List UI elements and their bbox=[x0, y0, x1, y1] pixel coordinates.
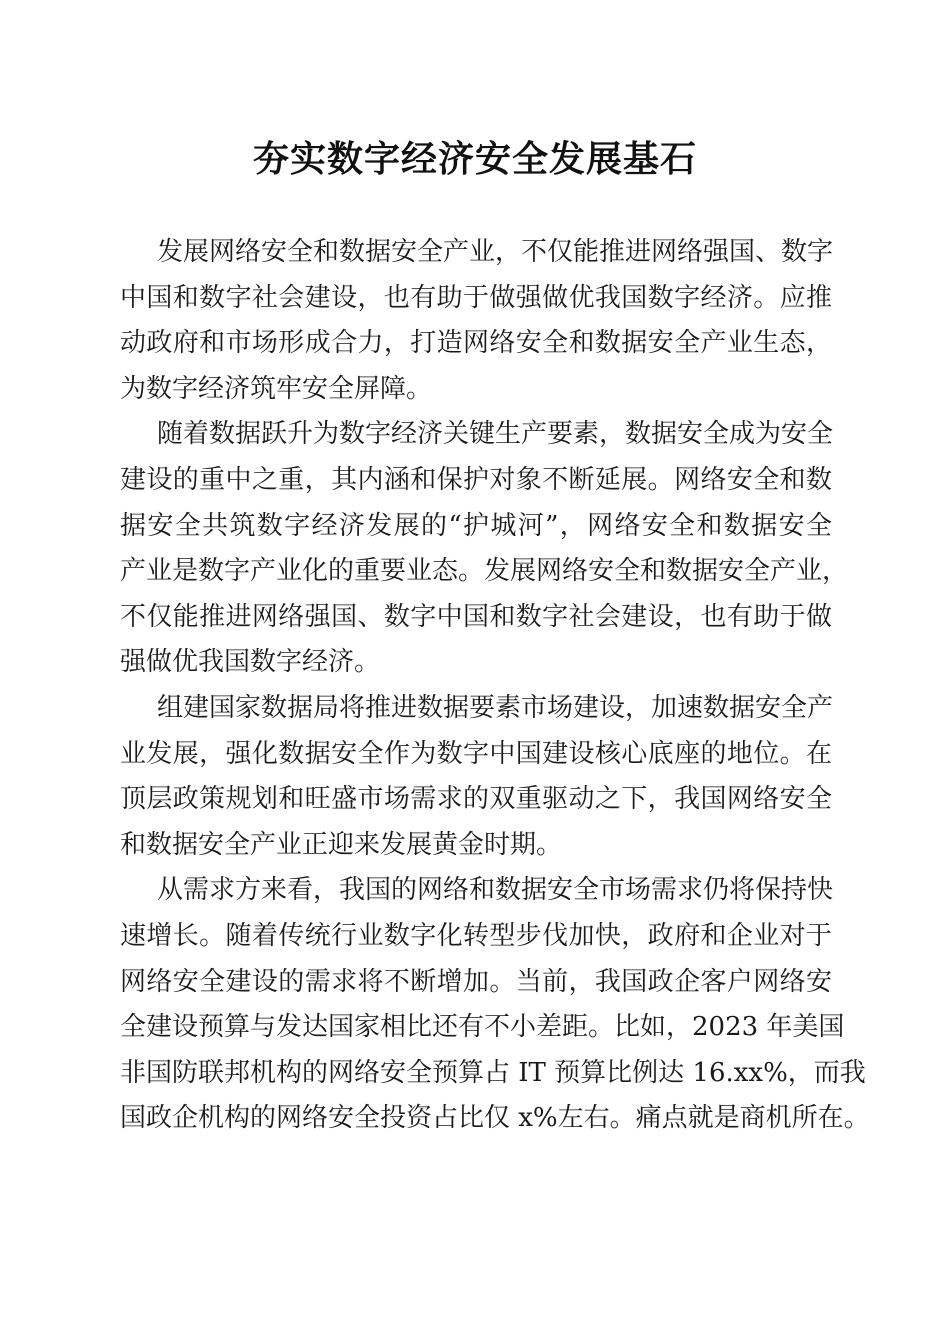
paragraph-line: 不仅能推进网络强国、数字中国和数字社会建设，也有助于做 bbox=[120, 601, 832, 632]
paragraph-3 bbox=[120, 686, 832, 868]
paragraph-line: 建设的重中之重，其内涵和保护对象不断延展。网络安全和数 bbox=[120, 464, 832, 495]
paragraph-line: 强做优我国数字经济。 bbox=[120, 647, 381, 678]
paragraph-2 bbox=[120, 412, 849, 686]
paragraph-line: 国政企机构的网络安全投资占比仅 x%左右。痛点就是商机所在。 bbox=[120, 1103, 870, 1134]
paragraph-line: 和数据安全产业正迎来发展黄金时期。 bbox=[120, 829, 563, 860]
paragraph-line: 组建国家数据局将推进数据要素市场建设，加速数据安全产 bbox=[157, 692, 834, 723]
paragraph-line: 随着数据跃升为数字经济关键生产要素，数据安全成为安全 bbox=[157, 419, 834, 450]
paragraph-line: 动政府和市场形成合力，打造网络安全和数据安全产业生态， bbox=[120, 328, 832, 359]
paragraph-line: 速增长。随着传统行业数字化转型步伐加快，政府和企业对于 bbox=[120, 920, 832, 951]
paragraph-line: 发展网络安全和数据安全产业，不仅能推进网络强国、数字 bbox=[157, 237, 834, 267]
paragraph-4 bbox=[120, 868, 870, 1142]
paragraph-line: 顶层政策规划和旺盛市场需求的双重驱动之下，我国网络安全 bbox=[120, 784, 832, 815]
paragraph-1 bbox=[120, 230, 832, 412]
document-title: 夯实数字经济安全发展基石 bbox=[252, 138, 697, 180]
paragraph-line: 从需求方来看，我国的网络和数据安全市场需求仍将保持快 bbox=[157, 875, 834, 906]
paragraph-line: 为数字经济筑牢安全屏障。 bbox=[120, 373, 433, 404]
paragraph-line: 产业是数字产业化的重要业态。发展网络安全和数据安全产业， bbox=[120, 556, 849, 587]
paragraph-line: 全建设预算与发达国家相比还有不小差距。比如，2023 年美国 bbox=[120, 1012, 845, 1043]
paragraph-line: 非国防联邦机构的网络安全预算占 IT 预算比例达 16.xx%，而我 bbox=[120, 1057, 866, 1088]
paragraph-line: 据安全共筑数字经济发展的“护城河”，网络安全和数据安全 bbox=[120, 510, 832, 541]
paragraph-line: 中国和数字社会建设，也有助于做强做优我国数字经济。应推 bbox=[120, 282, 832, 313]
paragraph-line: 网络安全建设的需求将不断增加。当前，我国政企客户网络安 bbox=[120, 966, 832, 997]
document-body bbox=[120, 230, 870, 1142]
paragraph-line: 业发展，强化数据安全作为数字中国建设核心底座的地位。在 bbox=[120, 738, 832, 769]
